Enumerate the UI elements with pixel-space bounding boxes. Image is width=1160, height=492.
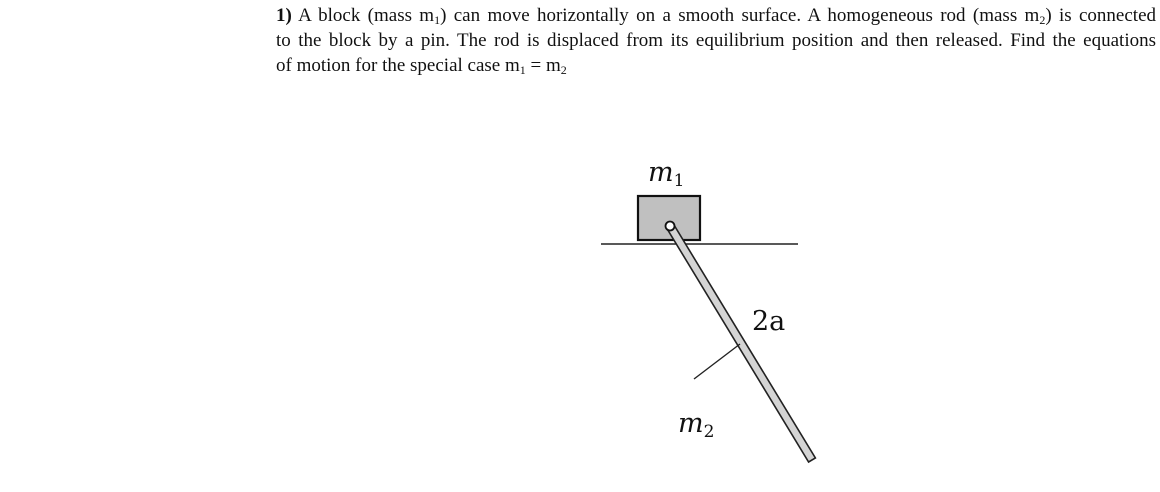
label-m1: m1 bbox=[648, 157, 685, 191]
problem-line-1: 1) A block (mass $m_1$) can move horizontally on a smooth surface. A homogeneous rod (mass $m_2$) is connected bbox=[276, 5, 1156, 27]
problem-line-3: of motion for the special case $m_1 = m_2$ bbox=[276, 55, 567, 77]
pivot-pin bbox=[666, 222, 675, 231]
problem-line-2: to the block by a pin. The rod is displaced from its equilibrium position and then released. Find the equations bbox=[276, 30, 1156, 51]
label-m2: m2 bbox=[678, 408, 715, 442]
dimension-line bbox=[694, 344, 740, 379]
problem-number: 1) bbox=[276, 5, 292, 26]
label-2a: 2a bbox=[752, 306, 786, 337]
